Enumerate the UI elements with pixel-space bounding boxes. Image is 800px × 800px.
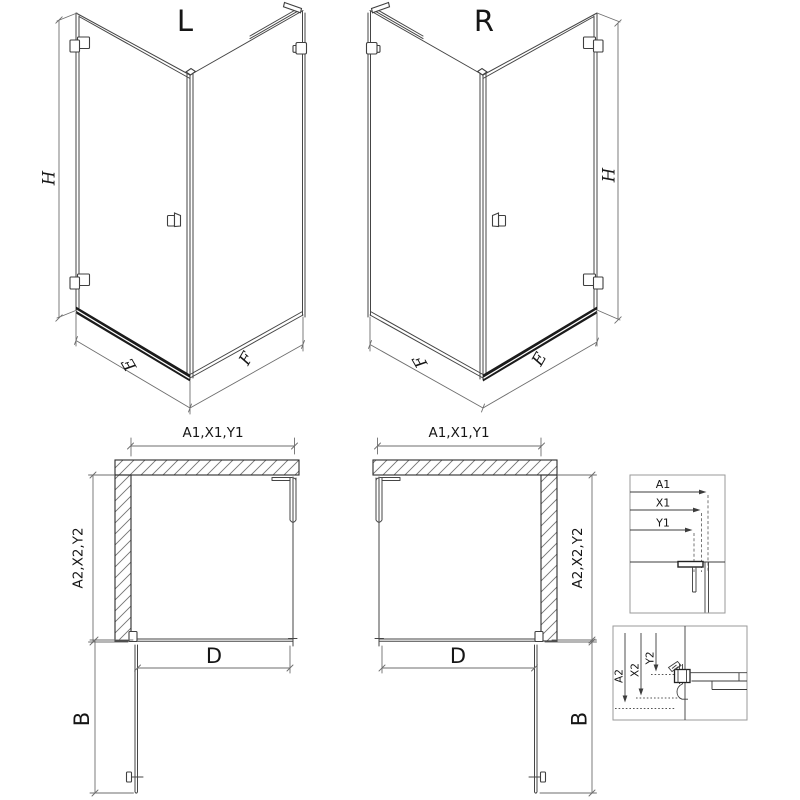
variant-label-left: L — [176, 4, 194, 38]
tray-profile-section — [669, 662, 748, 700]
door-handle-left — [168, 213, 181, 227]
variant-label-right: R — [473, 4, 495, 38]
dim-label-a2-right: A2,X2,Y2 — [570, 527, 586, 589]
plan-view-right — [373, 425, 597, 796]
detail-label-x1: X1 — [655, 496, 671, 510]
hinge-bottom-right — [584, 274, 604, 289]
detail-label-a1: A1 — [655, 478, 671, 491]
door-handle-right — [493, 213, 506, 227]
fixed-panel-right — [368, 11, 483, 379]
dimension-d-right-plan — [379, 644, 538, 673]
wall-profile-section — [678, 562, 709, 613]
door-panel-left — [76, 13, 190, 310]
corner-post-right — [478, 69, 488, 381]
dimension-a1-right-plan — [375, 425, 545, 456]
dim-label-a1-left: A1,X1,Y1 — [182, 425, 244, 441]
dim-label-e-right: E — [527, 349, 551, 369]
wall-side-right-plan — [541, 475, 557, 641]
dim-label-b-right: B — [567, 711, 592, 727]
detail-label-x2: X2 — [629, 663, 642, 677]
dimension-side-width-left — [190, 317, 305, 408]
wall-bracket-right — [367, 43, 381, 55]
door-sill-left-plan — [135, 639, 293, 641]
dim-label-h-left: H — [39, 170, 59, 186]
hinge-top-right — [584, 37, 604, 52]
dim-label-a2-left: A2,X2,Y2 — [70, 527, 87, 589]
iso-view-left — [40, 3, 307, 415]
detail-label-y1: Y1 — [656, 516, 670, 530]
hinge-top-left — [70, 37, 90, 52]
fixed-panel-left — [190, 11, 305, 379]
dim-label-h-right: H — [599, 167, 619, 183]
wall-top-right-plan — [373, 460, 557, 475]
dimension-b-left-plan — [70, 637, 134, 796]
dimension-door-width-right — [483, 312, 599, 408]
dimension-door-width-left — [75, 312, 192, 414]
dim-label-f-left: F — [235, 348, 258, 369]
dimension-b-right-plan — [540, 637, 597, 796]
iso-view-right — [367, 3, 622, 413]
open-door-left-plan — [127, 645, 144, 793]
support-arm-left — [250, 3, 302, 39]
dim-label-a1-right: A1,X1,Y1 — [428, 425, 490, 441]
wall-top-left-plan — [115, 460, 299, 475]
detail-label-a2: A2 — [613, 669, 626, 683]
detail-label-y2: Y2 — [644, 651, 657, 665]
dim-label-f-right: F — [409, 351, 432, 372]
dim-label-e-left: E — [117, 354, 141, 375]
door-sill-right-plan — [379, 639, 537, 641]
hinge-bottom-left — [70, 274, 90, 289]
dim-label-b-left: B — [70, 711, 94, 727]
dimension-height-left — [40, 13, 78, 321]
threshold-rail-right — [483, 307, 597, 382]
corner-post-left — [186, 69, 196, 381]
door-panel-right — [483, 13, 597, 310]
wall-side-left-plan — [115, 475, 131, 641]
detail-box-width — [630, 475, 725, 613]
dim-label-d-right: D — [449, 644, 467, 668]
dimension-a1-left-plan — [128, 425, 298, 456]
dimension-side-width-right — [369, 317, 485, 412]
wall-bracket-left — [293, 43, 307, 55]
dimension-d-left-plan — [135, 644, 294, 673]
support-arm-right — [372, 3, 424, 39]
plan-view-left — [70, 425, 299, 796]
detail-box-depth — [613, 626, 747, 720]
dim-label-d-left: D — [205, 644, 223, 668]
fixed-glass-left-plan — [272, 477, 297, 646]
fixed-glass-right-plan — [375, 477, 400, 646]
open-door-right-plan — [529, 645, 546, 793]
hinge-right-plan — [535, 632, 543, 642]
